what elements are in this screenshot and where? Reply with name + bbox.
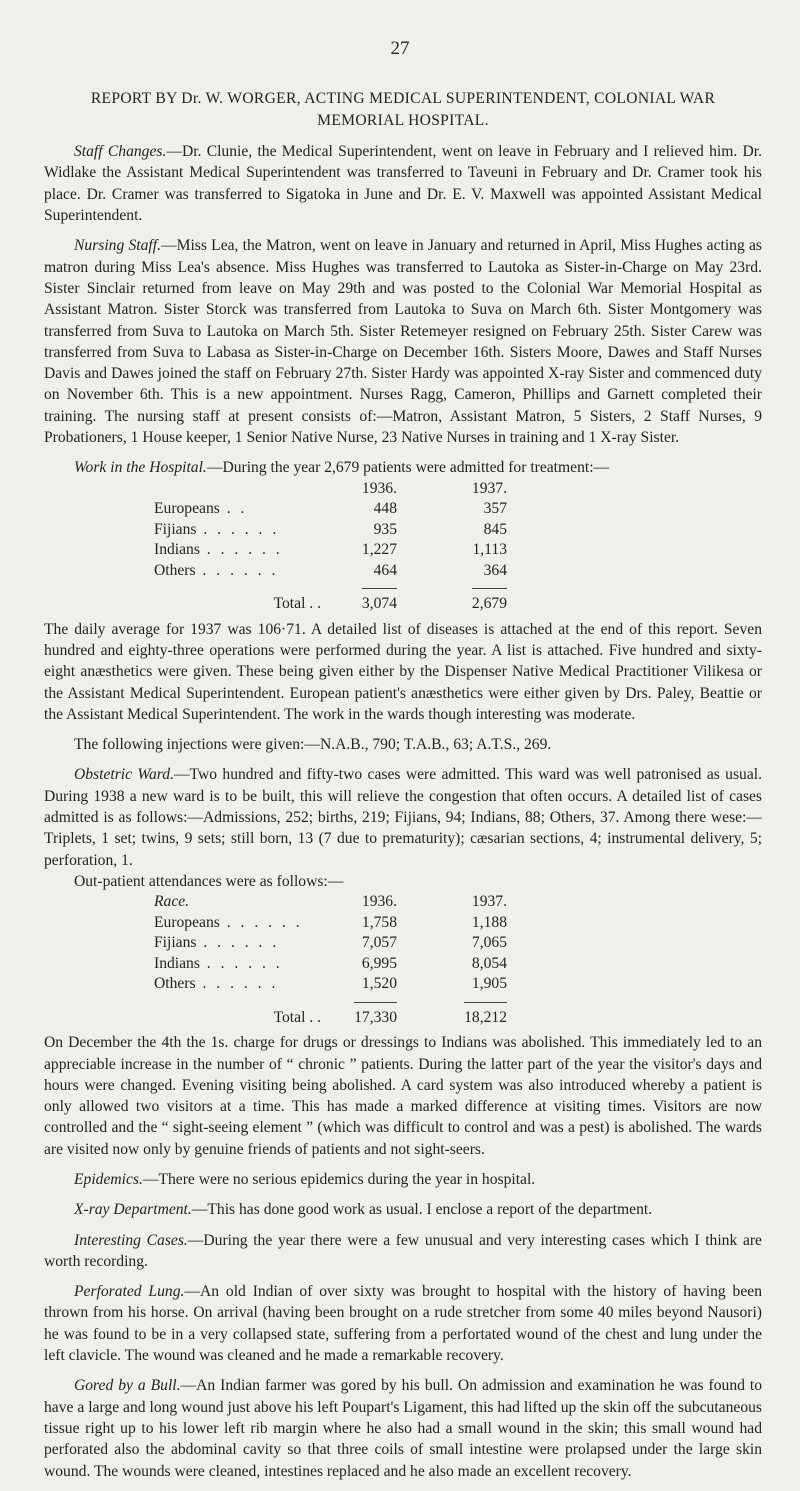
work-hospital-intro-text: —During the year 2,679 patients were admitted for treatment:— [206,459,610,477]
staff-changes-text: —Dr. Clunie, the Medical Superintendent, went on leave in February and I relieved him. Dr. Widlake the Assistant Medical Superintendent was transferred to Taveuni in February and Dr. Cramer took his place. Dr. Cramer was transferred to Sigatoka in June and Dr. E. V. Maxwell was appointed Assistant Medical Superintendent. [44,143,762,225]
interesting-cases-paragraph [44,1230,762,1273]
total-label: Total . . [273,595,321,613]
perforated-lung-paragraph [44,1281,762,1366]
leader-dots: . . . . . . [195,975,279,993]
obstetric-ward-paragraph [44,764,762,870]
staff-changes-label: Staff Changes. [74,143,167,161]
leader-dots: . . [219,500,248,518]
work-hospital-label: Work in the Hospital. [74,459,207,477]
leader-dots: . . . . . . [219,913,303,931]
cell-1936: 935 [373,520,397,538]
cell-1937: 364 [483,561,507,579]
row-label: Europeans [154,500,220,518]
row-label: Others [154,561,196,579]
table-row [154,933,507,954]
col-1936: 1936. [361,479,397,497]
row-label: Others [154,975,196,993]
cell-1937: 357 [483,500,507,518]
cell-1936: 464 [373,561,397,579]
table-row [154,954,507,975]
perforated-lung-label: Perforated Lung. [74,1283,185,1301]
cell-1936: 1,227 [361,541,397,559]
staff-changes-paragraph [44,141,762,226]
injections-text: The following injections were given:—N.A.B., 790; T.A.B., 63; A.T.S., 269. [74,736,552,754]
cell-1936: 1,758 [361,913,397,931]
cell-1936: 1,520 [361,975,397,993]
cell-1937: 1,113 [472,541,507,559]
epidemics-text: —There were no serious epidemics during the year in hospital. [142,1170,536,1188]
nursing-staff-label: Nursing Staff. [74,237,161,255]
race-header: Race. [154,893,190,911]
outpatients-after-text: On December the 4th the 1s. charge for drugs or dressings to Indians was abolished. This immediately led to an appreciable increase in the number of “ chronic ” patients. During the latter part of the year the visitor's days and hours were changed. Evening visiting being abolished. A card system was also introduced whereby a patient is only allowed two visitors at a time. This has made a marked difference at visiting times. Visitors are now controlled and the “ sight-seeing element ” (which was difficult to control and was a pest) is abolished. The wards are visited now only by genuine friends of patients and not sight-seers. [44,1034,762,1158]
total-label: Total . . [273,1008,321,1026]
xray-label: X-ray Department. [74,1201,192,1219]
table-row [154,913,507,934]
leader-dots: . . . . . . [199,954,283,972]
cell-1937: 1,188 [471,913,507,931]
total-row [154,581,507,615]
epidemics-label: Epidemics. [74,1170,143,1188]
cell-1936: 448 [373,500,397,518]
perforated-lung-text: —An old Indian of over sixty was brought to hospital with the history of having been thrown from his horse. On arrival (having been brought on a rude stretcher from some 40 miles beyond Nausori) he was found to be in a very collapsed state, suffering from a perfortated wound of the chest and lung under the left clavicle. The wound was cleaned and he made a remarkable recovery. [44,1283,762,1365]
nursing-staff-paragraph [44,235,762,448]
cell-1937: 845 [483,520,507,538]
leader-dots: . . . . . . [195,561,279,579]
xray-text: —This has done good work as usual. I enclose a report of the department. [191,1201,653,1219]
gored-bull-label: Gored by a Bull. [74,1377,181,1395]
leader-dots: . . . . . . [196,520,280,538]
total-1937: 2,679 [472,594,507,615]
table-row [154,974,507,995]
xray-paragraph [44,1199,762,1220]
table-row [154,540,507,561]
report-body [44,88,762,1491]
report-heading: REPORT BY Dr. W. WORGER, ACTING MEDICAL SUPERINTENDENT, COLONIAL WAR MEMORIAL HOSPITAL. [90,90,716,129]
col-1937: 1937. [471,479,507,497]
outpatients-header-row [154,892,507,913]
nursing-staff-text: —Miss Lea, the Matron, went on leave in January and returned in April, Miss Hughes acting as matron during Miss Lea's absence. Miss Hughes was transferred to Lautoka as Sister-in-Charge on May 23rd. Sister Sinclair returned from leave on May 29th and was posted to the Colonial War Memorial Hospital as Assistant Matron. Sister Storck was transferred from Lautoka to Suva on March 6th. Sister Montgomery was transferred from Suva to Lautoka on March 5th. Sister Retemeyer resigned on February 25th. Sister Carew was transferred from Suva to Labasa as Sister-in-Charge on December 16th. Sisters Moore, Dawes and Staff Nurses Davis and Dawes joined the staff on February 27th. Sister Hardy was appointed X-ray Sister and commenced duty on November 6th. This is a new appointment. Nurses Ragg, Cameron, Phillips and Garnett completed their training. The nursing staff at present consists of:—Matron, Assistant Matron, 5 Sisters, 2 Staff Nurses, 9 Probationers, 1 House keeper, 1 Senior Native Nurse, 23 Native Nurses in training and 1 X-ray Sister. [44,237,762,447]
cell-1937: 8,054 [471,954,507,972]
total-1937: 18,212 [464,1008,507,1029]
table-row [154,520,507,541]
obstetric-ward-text: —Two hundred and fifty-two cases were admitted. This ward was well patronised as usual. During 1938 a new ward is to be built, this will relieve the congestion that often occurs. A detailed list of cases admitted is as follows:—Admissions, 252; births, 219; Fijians, 94; Indians, 88; Others, 37. Among there wese:—Triplets, 1 set; twins, 9 sets; still born, 13 (7 due to prematurity); cæsarian sections, 4; instrumental delivery, 5; perforation, 1. [44,766,762,869]
interesting-cases-label: Interesting Cases. [74,1231,188,1249]
total-1936: 3,074 [362,594,397,615]
leader-dots: . . . . . . [199,541,283,559]
cell-1936: 6,995 [361,954,397,972]
work-hospital-after-text: The daily average for 1937 was 106·71. A detailed list of diseases is attached at the end of this report. Seven hundred and eighty-three operations were performed during the year. A list is attached. Five hundred and sixty-eight anæsthetics were given. These being given either by the Dispenser Native Medical Practitioner Vilikesa or the Assistant Medical Superintendent. European patient's anæsthetics were either given by Drs. Paley, Beattie or the Assistant Medical Superintendent. The work in the wards though interesting was moderate. [44,620,762,723]
admissions-header-row [154,479,507,500]
cell-1936: 7,057 [361,934,397,952]
col-1936: 1936. [361,893,397,911]
total-1936: 17,330 [354,1008,397,1029]
gored-bull-paragraph [44,1375,762,1481]
row-label: Fijians [154,934,197,952]
page-number: 27 [390,38,410,59]
total-row [154,995,507,1029]
outpatients-intro: Out-patient attendances were as follows:— [74,872,344,890]
leader-dots: . . . . . . [196,934,280,952]
col-1937: 1937. [471,893,507,911]
cell-1937: 1,905 [471,975,507,993]
obstetric-ward-label: Obstetric Ward. [74,766,174,784]
row-label: Fijians [154,520,197,538]
table-row [154,499,507,520]
admissions-table [154,479,507,615]
cell-1937: 7,065 [471,934,507,952]
row-label: Europeans [154,913,220,931]
epidemics-paragraph [44,1169,762,1190]
row-label: Indians [154,954,200,972]
work-hospital-intro [44,457,762,478]
outpatients-table [154,892,507,1028]
row-label: Indians [154,541,200,559]
gored-bull-text: —An Indian farmer was gored by his bull. On admission and examination he was found to have a large and long wound just above his left Poupart's Ligament, this had lifted up the skin off the subcutaneous tissue right up to his lower left rib margin where he also had a small wound in the skin; this small wound had perforated also the abdominal cavity so that three coils of small intestine were prolapsed under the large skin wound. The wounds were cleaned, intestines replaced and he also made an excellent recovery. [44,1377,762,1480]
table-row [154,561,507,582]
interesting-cases-text: —During the year there were a few unusual and very interesting cases which I think are worth recording. [44,1231,762,1270]
